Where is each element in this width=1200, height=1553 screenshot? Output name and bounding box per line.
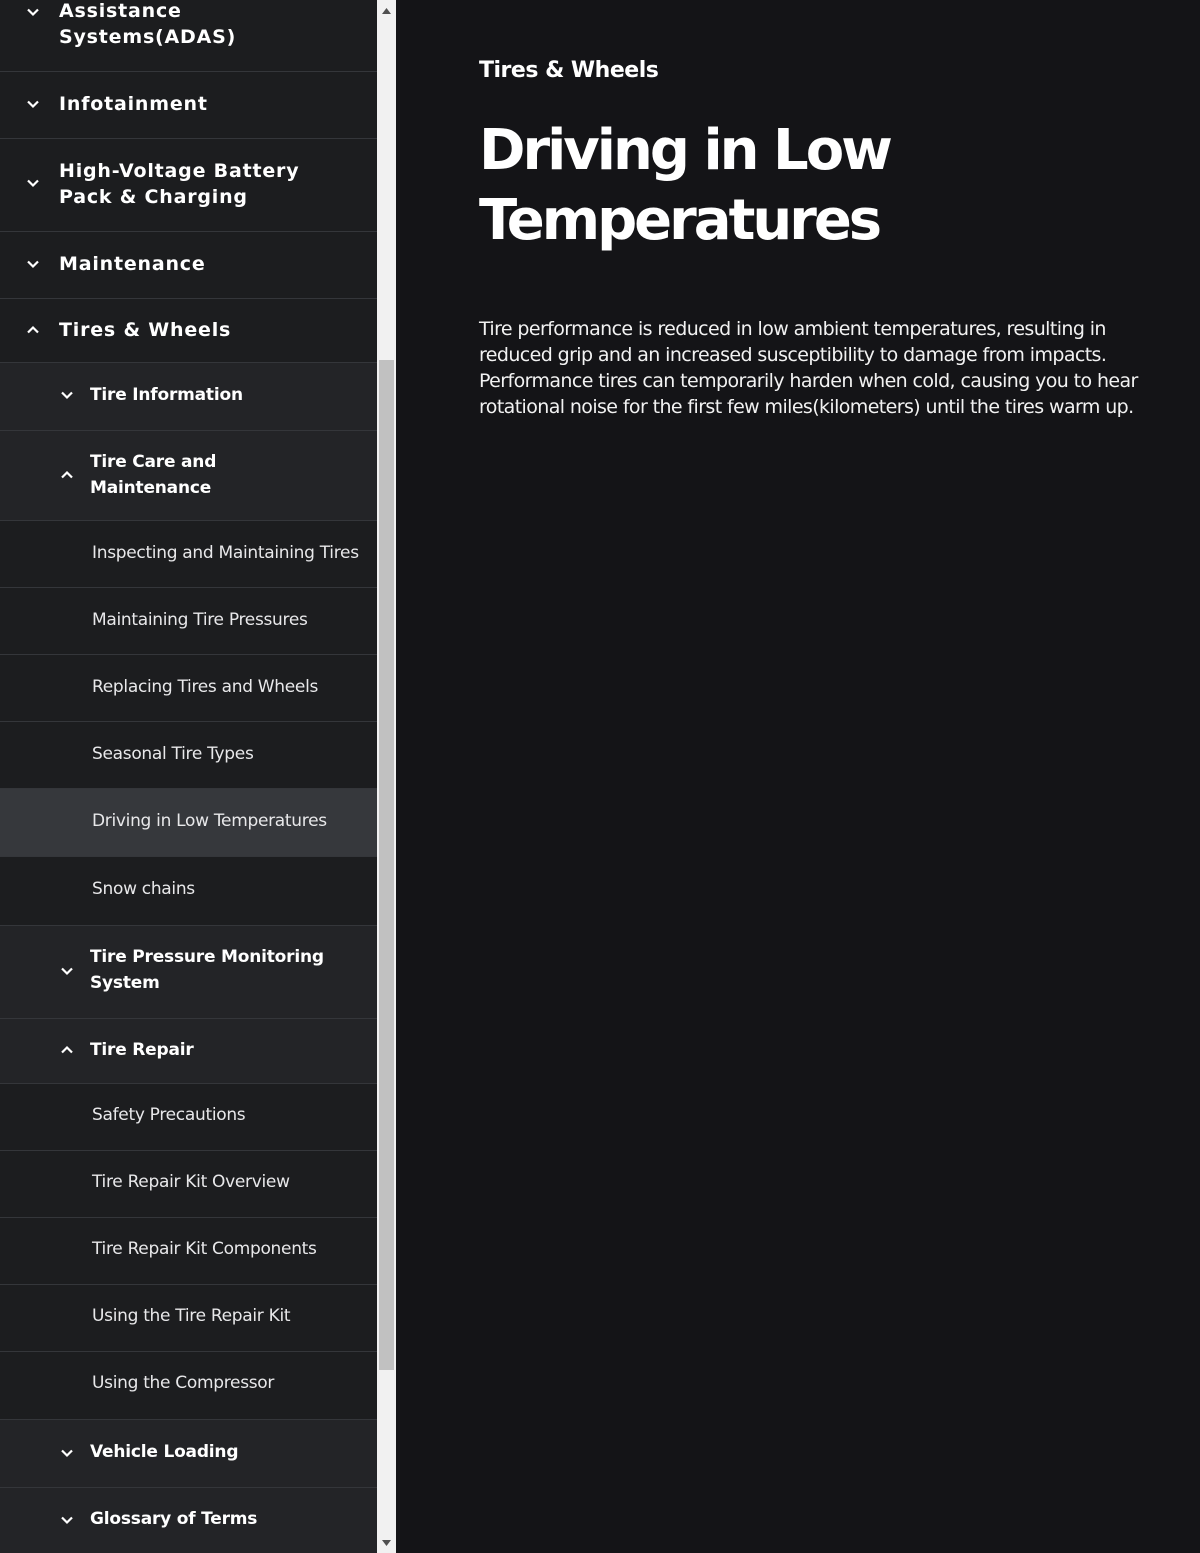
chevron-down-icon [59,387,75,403]
scrollbar-thumb[interactable] [379,360,394,1370]
sidebar-item-infotainment[interactable] [0,72,377,139]
sidebar-item-label: Seasonal Tire Types [92,744,254,764]
main-content [396,0,1200,1553]
sidebar-item-label: Using the Compressor [92,1373,275,1393]
sidebar-item-label: Inspecting and Maintaining Tires [92,543,359,563]
sidebar-item-glossary[interactable] [0,1488,377,1553]
sidebar-item-label: Maintaining Tire Pressures [92,610,308,630]
page-title: Driving in Low Temperatures [479,118,890,253]
sidebar-item-label: Tire Care and Maintenance [90,452,217,498]
chevron-up-icon [59,467,75,483]
sidebar-item-inspecting-tires[interactable] [0,521,377,588]
scroll-up-arrow-icon[interactable] [377,2,396,19]
sidebar-item-label: Tire Repair Kit Components [92,1239,317,1259]
sidebar-item-tire-repair[interactable] [0,1019,377,1084]
sidebar-item-repair-kit-overview[interactable] [0,1151,377,1218]
sidebar-item-label: Using the Tire Repair Kit [92,1306,291,1326]
sidebar-item-tires-wheels[interactable] [0,299,377,363]
chevron-down-icon [25,4,41,20]
chevron-up-icon [59,1042,75,1058]
sidebar-item-using-compressor[interactable] [0,1352,377,1420]
sidebar-item-label: Replacing Tires and Wheels [92,677,319,697]
category-heading: Tires & Wheels [479,58,659,83]
sidebar-item-label: Tire Information [90,385,243,405]
sidebar-item-adas[interactable] [0,0,377,72]
sidebar-item-label: High-Voltage Battery Pack & Charging [59,160,300,208]
sidebar-scrollbar[interactable] [377,0,396,1553]
sidebar-item-seasonal-tires[interactable] [0,722,377,789]
sidebar-item-tire-care[interactable] [0,431,377,521]
sidebar-item-battery-charging[interactable] [0,139,377,232]
sidebar-item-label: Tire Pressure Monitoring System [90,947,324,993]
chevron-down-icon [25,96,41,112]
sidebar-item-label: Snow chains [92,879,195,899]
body-paragraph: Tire performance is reduced in low ambient temperatures, resulting in reduced grip and an increased susceptibility to damage from impacts. Performance tires can temporarily harden when cold, causing you to hear rotational noise for the first few miles(kilometers) until the tires warm up. [479,318,1138,418]
sidebar-item-safety-precautions[interactable] [0,1084,377,1151]
sidebar-item-tpms[interactable] [0,926,377,1019]
sidebar-item-label: Tires & Wheels [59,319,232,341]
chevron-down-icon [25,256,41,272]
sidebar-item-label: Vehicle Loading [90,1442,239,1462]
sidebar-item-tire-information[interactable] [0,363,377,431]
sidebar-item-label: Safety Precautions [92,1105,246,1125]
chevron-down-icon [25,175,41,191]
sidebar-item-label: Tire Repair Kit Overview [92,1172,290,1192]
chevron-down-icon [59,963,75,979]
sidebar-item-maintenance[interactable] [0,232,377,299]
sidebar-item-label: Assistance Systems(ADAS) [59,0,237,48]
sidebar-item-replacing-tires[interactable] [0,655,377,722]
sidebar-item-tire-pressures[interactable] [0,588,377,655]
sidebar-item-vehicle-loading[interactable] [0,1420,377,1488]
chevron-up-icon [25,322,41,338]
sidebar-item-low-temperatures[interactable] [0,789,377,857]
sidebar-item-label: Tire Repair [90,1040,194,1060]
sidebar-nav [0,0,377,1553]
sidebar-item-label: Driving in Low Temperatures [92,811,327,831]
sidebar-item-label: Glossary of Terms [90,1509,258,1529]
scroll-down-arrow-icon[interactable] [377,1534,396,1551]
sidebar-item-label: Infotainment [59,93,208,115]
sidebar-item-repair-kit-components[interactable] [0,1218,377,1285]
sidebar-item-label: Maintenance [59,253,206,275]
chevron-down-icon [59,1445,75,1461]
chevron-down-icon [59,1512,75,1528]
sidebar-item-using-repair-kit[interactable] [0,1285,377,1352]
sidebar-item-snow-chains[interactable] [0,857,377,926]
